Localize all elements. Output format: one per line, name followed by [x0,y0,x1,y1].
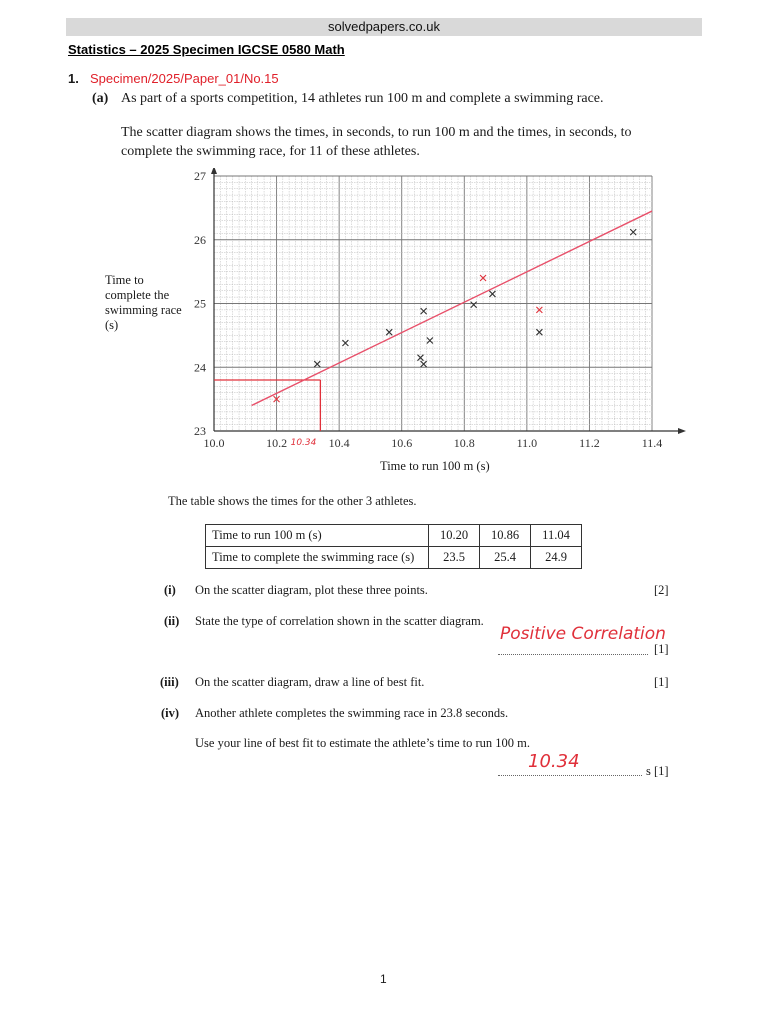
scatter-description-2: complete the swimming race, for 11 of these athletes. [121,144,420,159]
site-banner: solvedpapers.co.uk [66,18,702,36]
y-axis-label-line: (s) [105,318,119,332]
y-axis-arrow [211,168,217,174]
table-intro: The table shows the times for the other 3 athletes. [168,494,417,508]
y-tick-label: 26 [194,232,206,247]
question-number: 1. [68,71,79,86]
x-tick-label: 11.4 [641,436,663,450]
x-tick-label: 11.0 [516,436,538,450]
sheet-title: Statistics – 2025 Specimen IGCSE 0580 Math [68,42,345,57]
x-tick-label: 10.8 [453,436,475,450]
answer-line [498,654,648,655]
x-axis-label: Time to run 100 m (s) [380,459,490,473]
chart-grid [214,176,652,431]
x-tick-label: 10.4 [328,436,350,450]
marks: [1] [654,675,669,689]
reading-annotation: 10.34 [290,438,317,448]
data-point [489,291,495,297]
x-tick-label: 11.2 [579,436,600,450]
subpart-label: (ii) [164,614,180,628]
data-point [471,302,477,308]
y-tick-label: 24 [194,360,206,375]
y-tick-label: 23 [194,424,206,438]
subpart-text: State the type of correlation shown in the scatter diagram. [195,614,484,628]
data-point [314,361,320,367]
marks: [1] [654,642,669,656]
y-axis-label-line: Time to [105,273,144,287]
chart-marks [274,229,637,402]
subpart-text: On the scatter diagram, draw a line of best fit. [195,675,425,689]
answer-line [498,775,642,776]
data-point [342,340,348,346]
page-number: 1 [380,972,387,986]
subpart-text: On the scatter diagram, plot these three points. [195,583,428,597]
table-row [206,525,582,547]
y-axis-label-line: complete the [105,288,170,302]
x-tick-label: 10.0 [203,436,225,450]
table-cell: 10.20 [429,525,480,547]
table-cell: 25.4 [480,547,531,569]
table-row-label: Time to run 100 m (s) [206,525,429,547]
athlete-times-table [205,524,582,569]
scatter-description-1: The scatter diagram shows the times, in seconds, to run 100 m and the times, in seconds, to [121,125,632,140]
subpart-label: (iii) [160,675,179,689]
x-tick-label: 10.2 [266,436,288,450]
handwritten-answer: 10.34 [528,751,580,772]
part-a-intro: As part of a sports competition, 14 athletes run 100 m and complete a swimming race. [121,91,604,106]
data-point [427,337,433,343]
subpart-label: (i) [164,583,176,597]
y-tick-label: 27 [194,169,206,183]
scatter-diagram [180,168,690,458]
part-a-label: (a) [92,91,109,106]
y-tick-label: 25 [194,296,206,311]
table-cell: 11.04 [531,525,582,547]
subpart-label: (iv) [161,706,180,720]
x-axis-arrow [678,428,686,434]
table-row [206,547,582,569]
subpart-text: Another athlete completes the swimming race in 23.8 seconds. [195,706,509,720]
data-point [421,361,427,367]
question-reference: Specimen/2025/Paper_01/No.15 [90,71,279,86]
handwritten-answer: Positive Correlation [500,624,666,644]
subpart-text-2: Use your line of best fit to estimate the athlete’s time to run 100 m. [195,736,530,750]
y-axis-label-line: swimming race [105,303,182,317]
data-point [421,308,427,314]
table-cell: 10.86 [480,525,531,547]
marks: s [1] [646,764,669,778]
x-tick-label: 10.6 [391,436,413,450]
table-cell: 23.5 [429,547,480,569]
table-row-label: Time to complete the swimming race (s) [206,547,429,569]
marks: [2] [654,583,669,597]
table-cell: 24.9 [531,547,582,569]
